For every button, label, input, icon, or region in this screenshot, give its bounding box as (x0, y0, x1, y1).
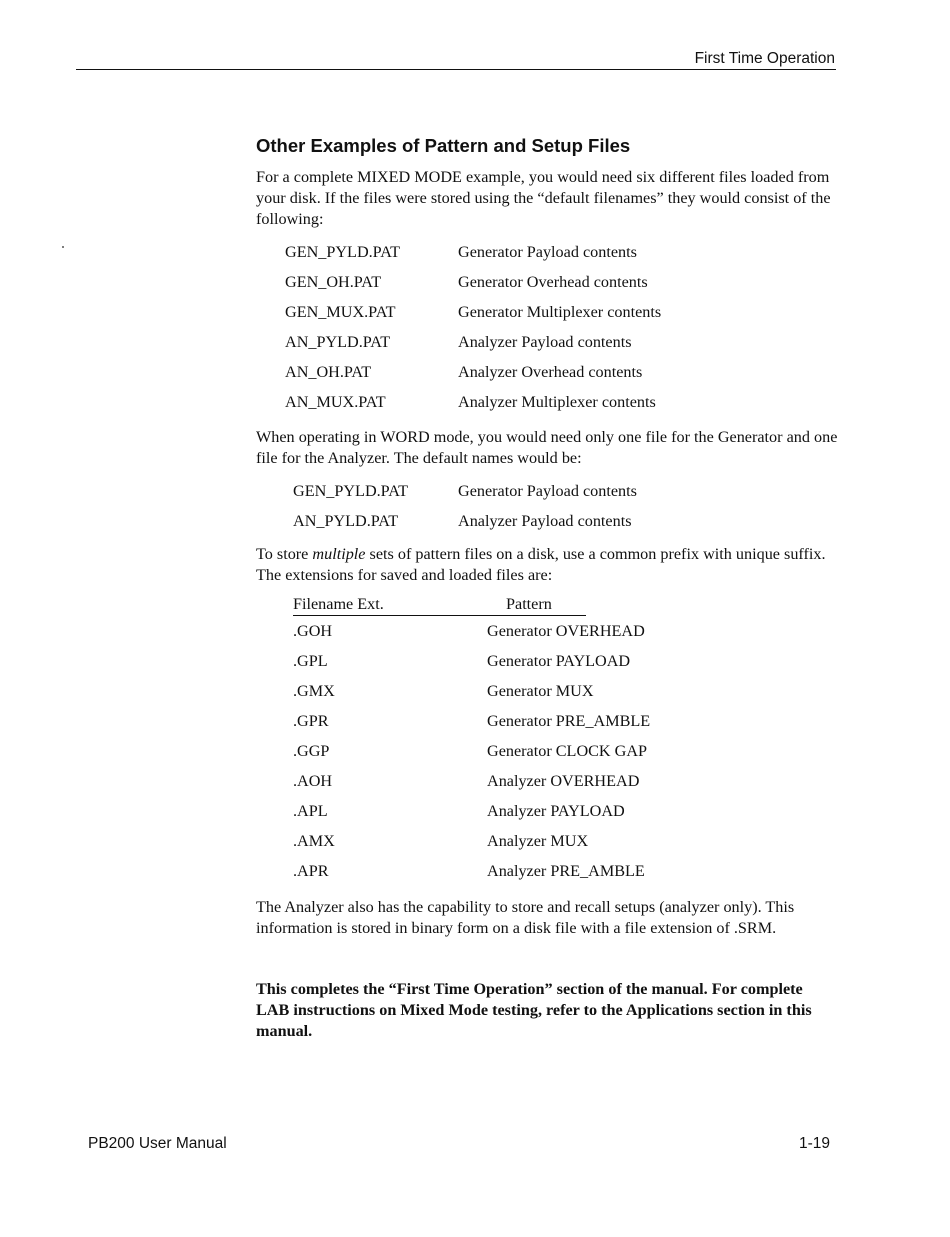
list-item (256, 327, 846, 357)
file-description: Analyzer Multiplexer contents (458, 392, 656, 411)
table-row (256, 646, 846, 676)
running-header: First Time Operation (694, 50, 835, 67)
file-description: Analyzer Payload contents (458, 511, 632, 530)
extensions-paragraph (256, 544, 846, 586)
footer-manual-name: PB200 User Manual (88, 1135, 227, 1152)
list-item (256, 297, 846, 327)
word-mode-file-list (256, 476, 846, 536)
page-content (256, 135, 846, 1042)
file-description: Analyzer Payload contents (458, 332, 632, 351)
filename: GEN_MUX.PAT (285, 302, 396, 321)
table-header (293, 592, 846, 616)
table-row (256, 766, 846, 796)
word-mode-paragraph: When operating in WORD mode, you would need only one file for the Generator and one file for the Analyzer. The default names would be: (256, 428, 838, 467)
mixed-mode-file-list (256, 237, 846, 417)
section-title: Other Examples of Pattern and Setup Files (256, 135, 631, 156)
extension-cell: .AOH (293, 772, 333, 791)
pattern-cell: Generator MUX (487, 681, 594, 700)
setups-paragraph: The Analyzer also has the capability to store and recall setups (analyzer only). This information is stored in binary form on a disk file with a file extension of .SRM. (256, 897, 795, 937)
extension-cell: .GMX (293, 681, 335, 700)
pattern-cell: Generator PRE_AMBLE (487, 711, 651, 730)
header-rule (76, 69, 836, 70)
emphasis-multiple: multiple (312, 545, 366, 563)
column-header-ext: Filename Ext. (293, 595, 488, 616)
filename: AN_OH.PAT (285, 362, 372, 381)
extensions-text-lead: To store (256, 545, 313, 563)
extension-cell: .GPR (293, 711, 329, 730)
extension-cell: .APL (293, 802, 328, 821)
list-item (256, 267, 846, 297)
table-row (256, 736, 846, 766)
filename: GEN_OH.PAT (285, 272, 382, 291)
file-description: Generator Payload contents (458, 481, 637, 500)
table-row (256, 857, 846, 887)
pattern-cell: Generator OVERHEAD (487, 621, 645, 640)
extension-cell: .GOH (293, 621, 333, 640)
table-row (256, 827, 846, 857)
extension-cell: .GGP (293, 741, 330, 760)
extensions-table (256, 592, 846, 887)
filename: GEN_PYLD.PAT (285, 242, 400, 261)
table-row (256, 797, 846, 827)
closing-note: This completes the “First Time Operation” section of the manual. For complete LAB instructions on Mixed Mode testing, refer to the Applications section in this manual. (256, 979, 812, 1040)
column-header-pattern: Pattern (488, 595, 586, 616)
pattern-cell: Generator PAYLOAD (487, 651, 631, 670)
filename: AN_PYLD.PAT (285, 332, 391, 351)
table-row (256, 616, 846, 646)
file-description: Generator Multiplexer contents (458, 302, 662, 321)
file-description: Generator Payload contents (458, 242, 637, 261)
pattern-cell: Analyzer MUX (487, 832, 589, 851)
pattern-cell: Analyzer PAYLOAD (487, 802, 625, 821)
extension-cell: .GPL (293, 651, 328, 670)
filename: AN_MUX.PAT (285, 392, 386, 411)
extension-cell: .AMX (293, 832, 335, 851)
list-item (256, 237, 846, 267)
pattern-cell: Analyzer PRE_AMBLE (487, 862, 645, 881)
list-item (256, 387, 846, 417)
page-number: 1-19 (798, 1135, 830, 1152)
list-item (256, 476, 846, 506)
pattern-cell: Analyzer OVERHEAD (487, 772, 640, 791)
table-row (256, 676, 846, 706)
filename: AN_PYLD.PAT (293, 511, 399, 530)
list-item (256, 357, 846, 387)
filename: GEN_PYLD.PAT (293, 481, 408, 500)
list-item (256, 506, 846, 536)
extension-cell: .APR (293, 862, 329, 881)
intro-paragraph: For a complete MIXED MODE example, you would need six different files loaded from your disk. If the files were stored using the “default filenames” they would consist of the following: (256, 168, 831, 228)
file-description: Analyzer Overhead contents (458, 362, 643, 381)
file-description: Generator Overhead contents (458, 272, 648, 291)
extensions-text-rest: sets of pattern files on a disk, use a common prefix with unique suffix. The extensions for saved and loaded files are: (256, 545, 826, 584)
scan-speck (62, 246, 64, 248)
pattern-cell: Generator CLOCK GAP (487, 741, 648, 760)
table-row (256, 706, 846, 736)
